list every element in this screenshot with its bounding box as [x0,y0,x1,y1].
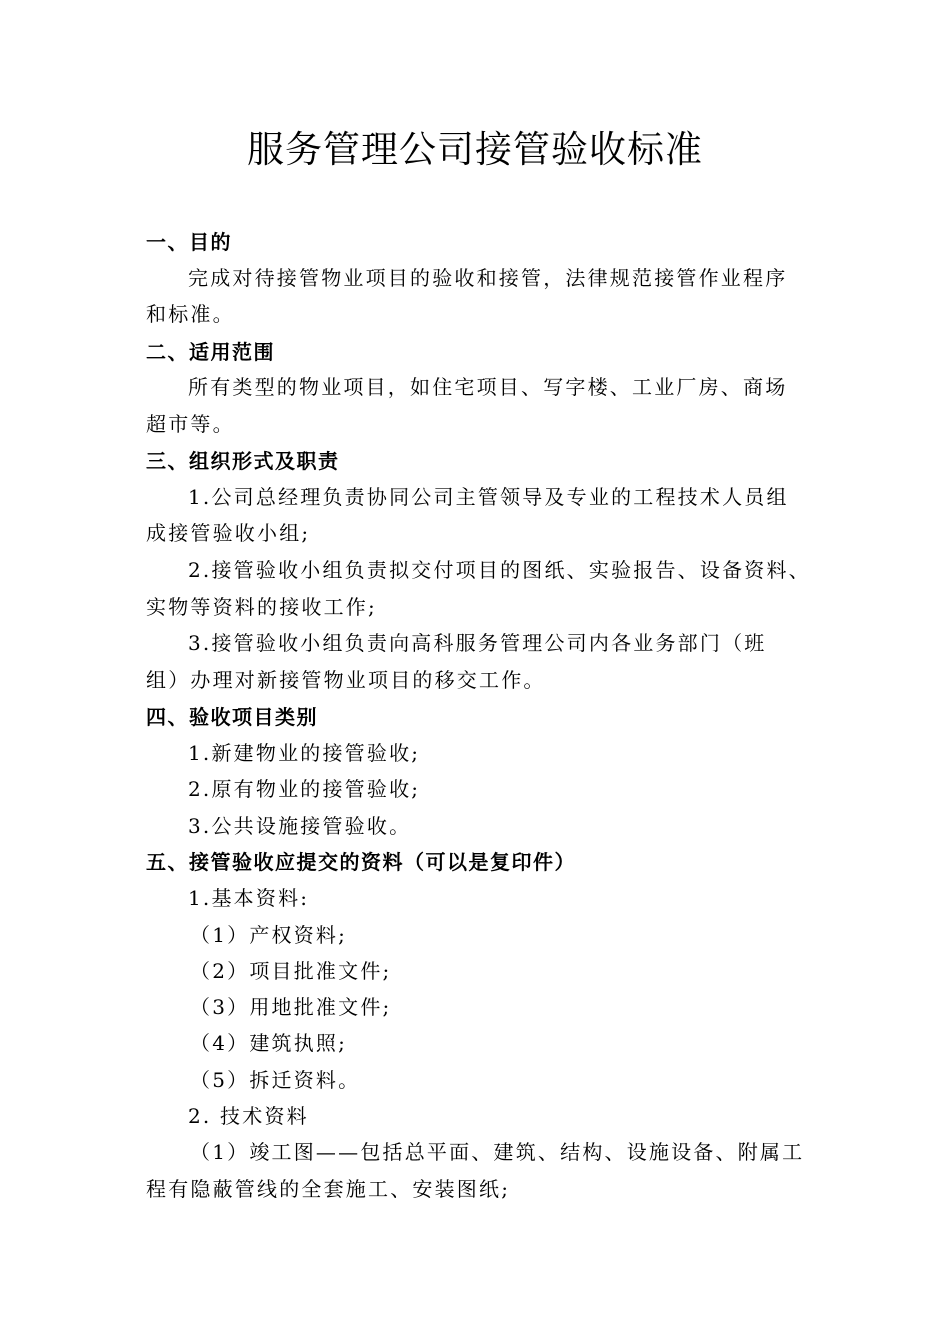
sub-list-item: （2）项目批准文件; [190,959,392,983]
sub-list-item: （3）用地批准文件; [190,995,392,1019]
paragraph-line: 组）办理对新接管物业项目的移交工作。 [146,668,546,692]
list-item: 2.原有物业的接管验收; [188,777,421,801]
paragraph-line: 完成对待接管物业项目的验收和接管，法律规范接管作业程序 [188,266,788,290]
sub-list-item: （5）拆迁资料。 [190,1068,361,1092]
sub-list-item: （4）建筑执照; [190,1031,348,1055]
sub-list-item: （1）产权资料; [190,923,348,947]
list-item: 2.接管验收小组负责拟交付项目的图纸、实验报告、设备资料、 [188,558,811,582]
paragraph-line: 实物等资料的接收工作; [146,595,377,619]
section-heading-categories: 四、验收项目类别 [146,705,318,729]
list-item: 2. 技术资料 [188,1104,309,1128]
list-item: 3.公共设施接管验收。 [188,814,412,838]
list-item: 1.基本资料: [188,886,310,910]
document-title: 服务管理公司接管验收标准 [247,128,703,171]
sub-list-item: （1）竣工图——包括总平面、建筑、结构、设施设备、附属工 [190,1140,805,1164]
section-heading-scope: 二、适用范围 [146,340,275,364]
paragraph-line: 程有隐蔽管线的全套施工、安装图纸; [146,1177,511,1201]
section-heading-purpose: 一、目的 [146,230,232,254]
list-item: 1.公司总经理负责协同公司主管领导及专业的工程技术人员组 [188,485,789,509]
paragraph-line: 所有类型的物业项目，如住宅项目、写字楼、工业厂房、商场 [188,375,788,399]
paragraph-line: 超市等。 [146,412,235,436]
list-item: 1.新建物业的接管验收; [188,741,421,765]
paragraph-line: 和标准。 [146,302,235,326]
section-heading-materials: 五、接管验收应提交的资料（可以是复印件） [146,850,576,874]
list-item: 3.接管验收小组负责向高科服务管理公司内各业务部门（班 [188,631,767,655]
paragraph-line: 成接管验收小组; [146,521,311,545]
section-heading-organization: 三、组织形式及职责 [146,449,340,473]
